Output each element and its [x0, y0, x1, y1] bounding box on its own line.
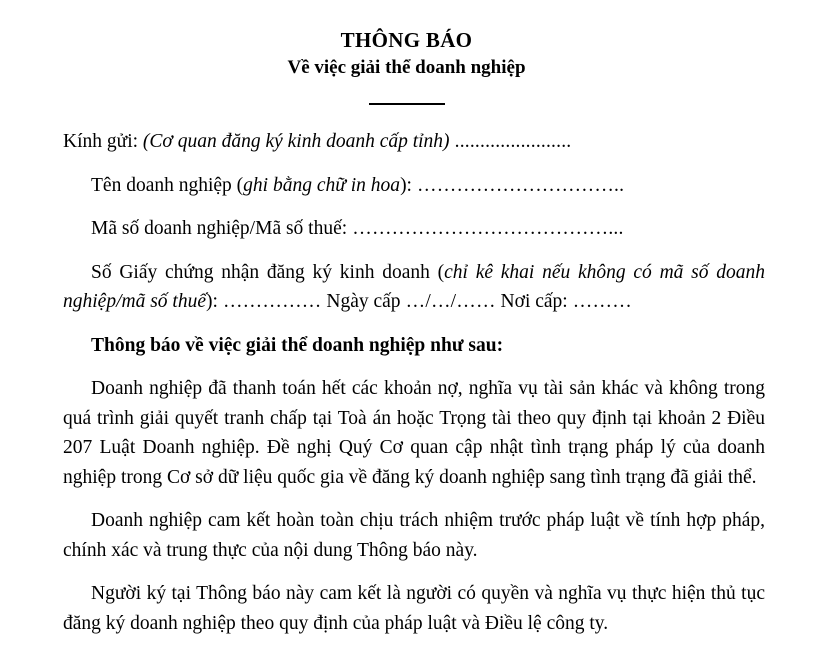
document-body [0, 127, 813, 638]
certificate-issue-date-label: Ngày cấp [321, 291, 401, 312]
certificate-label-end: ): [205, 291, 218, 312]
company-name-leader: ………………………….. [411, 174, 625, 196]
company-name-note: ghi bằng chữ in hoa [243, 174, 401, 196]
certificate-note: chỉ kê khai nếu không có mã số doanh nghiệp/mã số thuế [63, 261, 765, 312]
body-paragraph-2: Doanh nghiệp cam kết hoàn toàn chịu trách nhiệm trước pháp luật về tính hợp pháp, chính xác và trung thực của nội dung Thông báo này. [63, 510, 765, 561]
recipient-leader: ....................... [449, 131, 572, 152]
certificate-number-leader: …………… [217, 291, 322, 312]
recipient-line [63, 127, 765, 157]
company-name-label: Tên doanh nghiệp ( [91, 174, 244, 196]
body-paragraph-3: Người ký tại Thông báo này cam kết là người có quyền và nghĩa vụ thực hiện thủ tục đăng ký doanh nghiệp theo quy định của pháp luật và Điều lệ công ty. [63, 583, 765, 634]
page-title: THÔNG BÁO [340, 28, 473, 52]
field-business-certificate [63, 258, 765, 317]
document-header [0, 0, 813, 81]
body-paragraph-1: Doanh nghiệp đã thanh toán hết các khoản nợ, nghĩa vụ tài sản khác và không trong quá trình giải quyết tranh chấp tại Toà án hoặc Trọng tài theo quy định tại khoản 2 Điều 207 Luật Doanh nghiệp. Đề nghị Quý Cơ quan cập nhật tình trạng pháp lý của doanh nghiệp trong Cơ sở dữ liệu quốc gia về đăng ký doanh nghiệp sang tình trạng đã giải thể. [63, 378, 765, 488]
recipient-note: (Cơ quan đăng ký kinh doanh cấp tỉnh) [142, 131, 450, 152]
page-subtitle: Về việc giải thể doanh nghiệp [287, 57, 526, 78]
divider-container [0, 103, 813, 105]
section-heading: Thông báo về việc giải thể doanh nghiệp như sau: [91, 334, 504, 356]
field-company-name [63, 171, 765, 201]
certificate-label-start: Số Giấy chứng nhận đăng ký kinh doanh ( [91, 261, 445, 283]
certificate-issue-place-label: Nơi cấp: [495, 291, 568, 312]
field-company-code [63, 214, 765, 244]
company-code-label: Mã số doanh nghiệp/Mã số thuế: [91, 218, 348, 239]
certificate-issue-place-value: ……… [567, 291, 632, 312]
company-code-leader: …………………………………... [347, 218, 624, 239]
company-name-label-end: ): [400, 174, 412, 196]
certificate-issue-date-value: …/…/…… [400, 291, 496, 312]
horizontal-rule-divider [369, 103, 445, 105]
recipient-label: Kính gửi: [63, 131, 139, 152]
